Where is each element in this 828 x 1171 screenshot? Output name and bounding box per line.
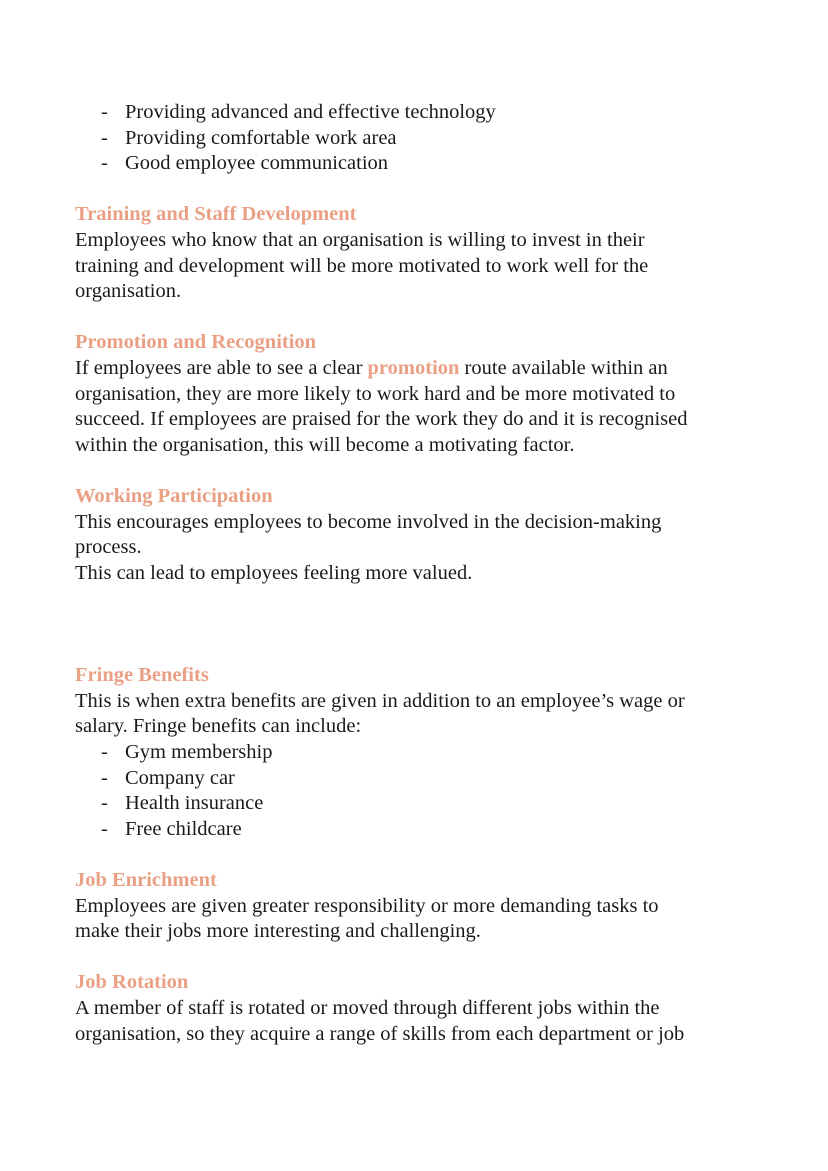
list-item: - Good employee communication: [101, 151, 755, 177]
paragraph-line: Employees who know that an organisation is willing to invest in their: [75, 228, 645, 251]
list-item: - Gym membership: [101, 740, 755, 766]
paragraph-line: Employees are given greater responsibility or more demanding tasks to: [75, 894, 659, 917]
paragraph-line: make their jobs more interesting and challenging.: [75, 920, 481, 943]
paragraph-line: This encourages employees to become involved in the decision-making: [75, 510, 662, 533]
paragraph-line: organisation, so they acquire a range of skills from each department or job: [75, 1022, 685, 1045]
section-heading: Working Participation: [75, 484, 273, 507]
section-fringe-benefits: [75, 663, 755, 842]
list-item: - Free childcare: [101, 817, 755, 843]
paragraph-line: This is when extra benefits are given in addition to an employee’s wage or: [75, 689, 685, 712]
list-item: - Health insurance: [101, 791, 755, 817]
section-heading: Fringe Benefits: [75, 664, 209, 687]
section-heading: Job Rotation: [75, 971, 189, 994]
list-item: - Company car: [101, 766, 755, 792]
text-run: route available within an: [459, 356, 668, 379]
paragraph-line: [75, 356, 755, 382]
fringe-bullet-list: [75, 740, 755, 842]
paragraph-line: salary. Fringe benefits can include:: [75, 715, 362, 738]
paragraph-line: process.: [75, 536, 142, 559]
section-job-rotation: [75, 970, 755, 1047]
section-heading: Promotion and Recognition: [75, 331, 317, 354]
paragraph-line: A member of staff is rotated or moved through different jobs within the: [75, 997, 660, 1019]
section-heading: Training and Staff Development: [75, 203, 357, 226]
section-promotion: [75, 330, 755, 458]
paragraph-line: This can lead to employees feeling more valued.: [75, 561, 473, 584]
section-training: [75, 202, 755, 304]
list-item: - Providing comfortable work area: [101, 126, 755, 152]
section-heading: Job Enrichment: [75, 869, 217, 892]
intro-bullet-list: [75, 100, 755, 177]
list-item: - Providing advanced and effective technology: [101, 100, 755, 126]
paragraph-line: succeed. If employees are praised for the work they do and it is recognised: [75, 408, 688, 431]
highlighted-term: promotion: [367, 356, 460, 379]
paragraph-line: within the organisation, this will become a motivating factor.: [75, 433, 575, 456]
paragraph-line: organisation, they are more likely to work hard and be more motivated to: [75, 382, 676, 405]
paragraph-line: organisation.: [75, 280, 182, 303]
section-job-enrichment: [75, 868, 755, 945]
document-page: [75, 100, 755, 1047]
paragraph-line: training and development will be more motivated to work well for the: [75, 254, 649, 277]
text-run: If employees are able to see a clear: [75, 356, 368, 379]
section-participation: [75, 484, 755, 586]
